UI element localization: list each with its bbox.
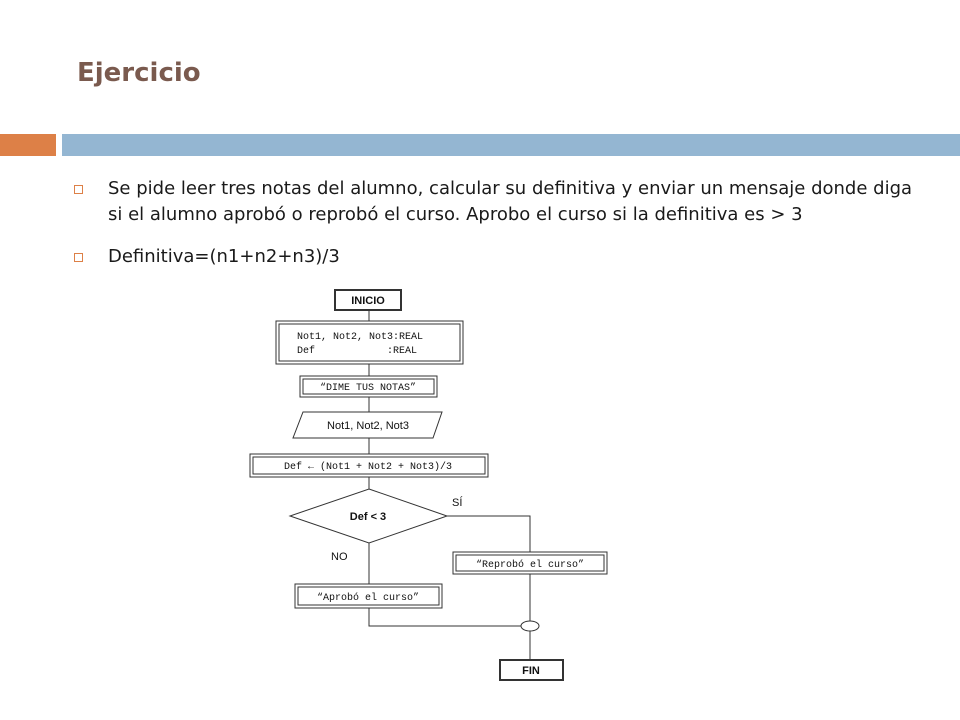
input-parallelogram — [293, 412, 442, 438]
pass-output-text: “Aprobó el curso” — [316, 593, 420, 604]
decision-diamond — [290, 489, 447, 543]
declaration-line-2: Def :REAL — [297, 346, 418, 357]
start-label: INICIO — [351, 295, 385, 307]
bullet-text: Definitiva=(n1+n2+n3)/3 — [108, 246, 340, 267]
yes-branch-label: SÍ — [452, 497, 463, 509]
end-label: FIN — [522, 665, 540, 677]
pass-output-box — [295, 584, 442, 608]
start-terminal — [335, 290, 401, 310]
prompt-text: “DIME TUS NOTAS” — [319, 383, 417, 394]
fail-output-box — [453, 552, 607, 574]
declaration-line-1: Not1, Not2, Not3:REAL — [297, 332, 424, 343]
bullet-text: Se pide leer tres notas del alumno, calcular su definitiva y enviar un mensaje donde diga si el alumno aprobó o reprobó el curso. Aprobo el curso si la definitiva es > 3 — [108, 178, 913, 225]
prompt-output-box — [300, 376, 437, 397]
declaration-box — [276, 321, 463, 364]
input-text: Not1, Not2, Not3 — [327, 420, 409, 432]
no-branch-label: NO — [331, 551, 348, 563]
decision-text: Def < 3 — [349, 511, 387, 523]
slide-title: Ejercicio — [77, 58, 201, 88]
end-terminal — [500, 660, 563, 680]
assignment-box — [250, 454, 488, 477]
assignment-text: Def ← (Not1 + Not2 + Not3)/3 — [283, 462, 453, 473]
merge-connector — [521, 621, 539, 631]
fail-output-text: “Reprobó el curso” — [475, 560, 585, 571]
